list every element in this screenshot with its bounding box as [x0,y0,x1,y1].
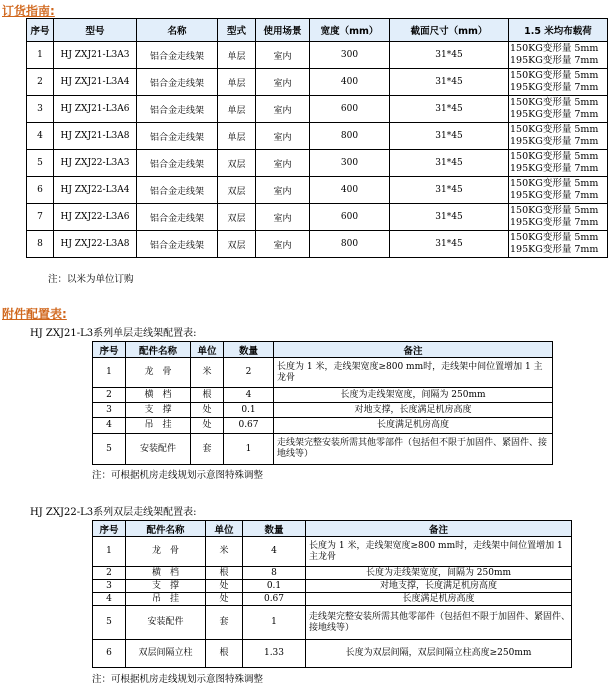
cell-name: 铝合金走线架 [137,42,218,69]
cell-remark: 对地支撑，长度满足机房高度 [306,580,572,593]
col-header: 宽度（mm） [310,19,390,42]
cell-qty: 1 [243,606,306,640]
cell-remark: 长度为 1 米，走线架宽度≥800 mm时，走线架中间位置增加 1 主龙骨 [306,537,572,567]
table-row [27,123,608,150]
col-header: 截面尺寸（mm） [390,19,509,42]
table-row [93,537,572,567]
table-row [27,96,608,123]
cell-unit: 处 [191,418,224,434]
cell-model: HJ ZXJ22-L3A8 [54,231,137,258]
table-header-row [93,521,572,537]
cell-type: 双层 [218,177,256,204]
single-layer-subtitle: HJ ZXJ21-L3系列单层走线架配置表: [30,328,197,339]
load-line: 150KG变形量 5mm [510,178,599,189]
cell-no: 2 [27,69,54,96]
cell-unit: 处 [206,580,243,593]
cell-qty: 1 [224,434,274,465]
cell-name: 铝合金走线架 [137,69,218,96]
cell-no: 1 [93,537,126,567]
cell-no: 3 [27,96,54,123]
load-line: 195KG变形量 7mm [510,109,599,120]
cell-name: 铝合金走线架 [137,123,218,150]
cell-qty: 0.1 [224,403,274,418]
load-line: 150KG变形量 5mm [510,151,599,162]
cell-unit: 米 [206,537,243,567]
table-row [93,567,572,580]
cell-qty: 8 [243,567,306,580]
cell-type: 单层 [218,96,256,123]
cell-scene: 室内 [256,96,310,123]
col-header: 型式 [218,19,256,42]
col-header: 备注 [306,521,572,537]
cell-section: 31*45 [390,42,509,69]
cell-remark: 长度为双层间隔，双层间隔立柱高度≥250mm [306,640,572,668]
cell-no: 5 [93,606,126,640]
order-guide-table [26,18,608,258]
cell-no: 7 [27,204,54,231]
cell-type: 双层 [218,204,256,231]
cell-name: 铝合金走线架 [137,204,218,231]
cell-model: HJ ZXJ21-L3A6 [54,96,137,123]
order-guide-title: 订货指南: [2,4,55,18]
cell-unit: 根 [206,640,243,668]
load-line: 195KG变形量 7mm [510,136,599,147]
cell-remark: 长度为 1 米，走线架宽度≥800 mm时，走线架中间位置增加 1 主龙骨 [274,358,553,388]
cell-unit: 套 [206,606,243,640]
cell-load [509,150,608,177]
load-line: 195KG变形量 7mm [510,244,599,255]
table-row [27,204,608,231]
cell-section: 31*45 [390,123,509,150]
order-guide-note: 注：以米为单位订购 [48,274,134,285]
cell-no: 2 [93,388,126,403]
col-header: 1.5 米均布载荷 [509,19,608,42]
cell-name: 铝合金走线架 [137,96,218,123]
table-header-row [93,342,553,358]
cell-unit: 处 [206,593,243,606]
cell-no: 5 [27,150,54,177]
cell-section: 31*45 [390,150,509,177]
cell-width: 600 [310,204,390,231]
cell-name: 铝合金走线架 [137,177,218,204]
table-row [93,606,572,640]
cell-name: 吊 挂 [126,593,206,606]
cell-no: 3 [93,403,126,418]
cell-no: 6 [27,177,54,204]
cell-unit: 根 [206,567,243,580]
cell-type: 单层 [218,42,256,69]
load-line: 195KG变形量 7mm [510,82,599,93]
col-header: 型号 [54,19,137,42]
cell-no: 1 [27,42,54,69]
table-row [27,69,608,96]
cell-no: 4 [27,123,54,150]
cell-model: HJ ZXJ22-L3A4 [54,177,137,204]
cell-width: 400 [310,69,390,96]
cell-section: 31*45 [390,69,509,96]
cell-model: HJ ZXJ22-L3A6 [54,204,137,231]
load-line: 195KG变形量 7mm [510,55,599,66]
col-header: 备注 [274,342,553,358]
cell-load [509,42,608,69]
table-row [93,388,553,403]
cell-section: 31*45 [390,204,509,231]
col-header: 数量 [243,521,306,537]
cell-name: 安装配件 [126,606,206,640]
load-line: 150KG变形量 5mm [510,232,599,243]
cell-width: 300 [310,150,390,177]
cell-scene: 室内 [256,42,310,69]
cell-no: 8 [27,231,54,258]
table-row [27,177,608,204]
load-line: 150KG变形量 5mm [510,70,599,81]
cell-type: 双层 [218,150,256,177]
cell-name: 支 撑 [126,580,206,593]
cell-type: 单层 [218,123,256,150]
double-layer-config-table [92,520,572,668]
cell-load [509,204,608,231]
table-row [93,580,572,593]
load-line: 150KG变形量 5mm [510,205,599,216]
col-header: 序号 [93,342,126,358]
load-line: 150KG变形量 5mm [510,43,599,54]
accessory-title: 附件配置表: [2,307,67,321]
col-header: 数量 [224,342,274,358]
table-row [27,42,608,69]
col-header: 单位 [191,342,224,358]
cell-qty: 4 [243,537,306,567]
table-row [93,434,553,465]
cell-remark: 走线架完整安装所需其他零部件（包括但不限于加固件、紧固件、接地线等） [306,606,572,640]
load-line: 195KG变形量 7mm [510,163,599,174]
cell-no: 4 [93,418,126,434]
single-layer-note: 注：可根据机房走线规划示意图特殊调整 [92,470,264,481]
cell-qty: 0.67 [224,418,274,434]
cell-width: 800 [310,123,390,150]
load-line: 150KG变形量 5mm [510,97,599,108]
table-row [27,231,608,258]
cell-width: 800 [310,231,390,258]
load-line: 150KG变形量 5mm [510,124,599,135]
cell-scene: 室内 [256,204,310,231]
cell-remark: 长度满足机房高度 [306,593,572,606]
cell-load [509,231,608,258]
cell-no: 2 [93,567,126,580]
load-line: 195KG变形量 7mm [510,217,599,228]
cell-width: 400 [310,177,390,204]
cell-model: HJ ZXJ21-L3A3 [54,42,137,69]
cell-name: 双层间隔立柱 [126,640,206,668]
cell-qty: 2 [224,358,274,388]
col-header: 单位 [206,521,243,537]
cell-load [509,177,608,204]
cell-no: 1 [93,358,126,388]
double-layer-note: 注：可根据机房走线规划示意图特殊调整 [92,674,264,685]
cell-scene: 室内 [256,150,310,177]
cell-section: 31*45 [390,177,509,204]
cell-unit: 处 [191,403,224,418]
table-row [93,358,553,388]
cell-name: 横 档 [126,567,206,580]
table-row [93,640,572,668]
cell-name: 支 撑 [126,403,191,418]
cell-name: 龙 骨 [126,537,206,567]
cell-qty: 1.33 [243,640,306,668]
cell-type: 双层 [218,231,256,258]
cell-load [509,123,608,150]
cell-no: 3 [93,580,126,593]
table-row [93,593,572,606]
col-header: 序号 [93,521,126,537]
cell-scene: 室内 [256,231,310,258]
cell-model: HJ ZXJ21-L3A8 [54,123,137,150]
cell-name: 吊 挂 [126,418,191,434]
col-header: 名称 [137,19,218,42]
cell-model: HJ ZXJ21-L3A4 [54,69,137,96]
cell-remark: 对地支撑，长度满足机房高度 [274,403,553,418]
cell-remark: 长度满足机房高度 [274,418,553,434]
cell-remark: 走线架完整安装所需其他零部件（包括但不限于加固件、紧固件、接地线等） [274,434,553,465]
cell-scene: 室内 [256,69,310,96]
cell-name: 横 档 [126,388,191,403]
cell-no: 5 [93,434,126,465]
load-line: 195KG变形量 7mm [510,190,599,201]
col-header: 序号 [27,19,54,42]
cell-section: 31*45 [390,231,509,258]
cell-unit: 米 [191,358,224,388]
col-header: 配件名称 [126,342,191,358]
cell-remark: 长度为走线架宽度，间隔为 250mm [306,567,572,580]
cell-type: 单层 [218,69,256,96]
cell-scene: 室内 [256,123,310,150]
cell-unit: 套 [191,434,224,465]
cell-name: 铝合金走线架 [137,150,218,177]
table-header-row [27,19,608,42]
cell-qty: 4 [224,388,274,403]
single-layer-config-table [92,341,553,465]
cell-scene: 室内 [256,177,310,204]
cell-no: 6 [93,640,126,668]
table-row [27,150,608,177]
cell-name: 安装配件 [126,434,191,465]
cell-qty: 0.67 [243,593,306,606]
cell-name: 龙 骨 [126,358,191,388]
table-row [93,403,553,418]
cell-remark: 长度为走线架宽度，间隔为 250mm [274,388,553,403]
cell-model: HJ ZXJ22-L3A3 [54,150,137,177]
cell-load [509,96,608,123]
cell-name: 铝合金走线架 [137,231,218,258]
cell-section: 31*45 [390,96,509,123]
double-layer-subtitle: HJ ZXJ22-L3系列双层走线架配置表: [30,507,197,518]
cell-qty: 0.1 [243,580,306,593]
col-header: 配件名称 [126,521,206,537]
cell-no: 4 [93,593,126,606]
table-row [93,418,553,434]
cell-width: 300 [310,42,390,69]
col-header: 使用场景 [256,19,310,42]
cell-width: 600 [310,96,390,123]
cell-load [509,69,608,96]
cell-unit: 根 [191,388,224,403]
